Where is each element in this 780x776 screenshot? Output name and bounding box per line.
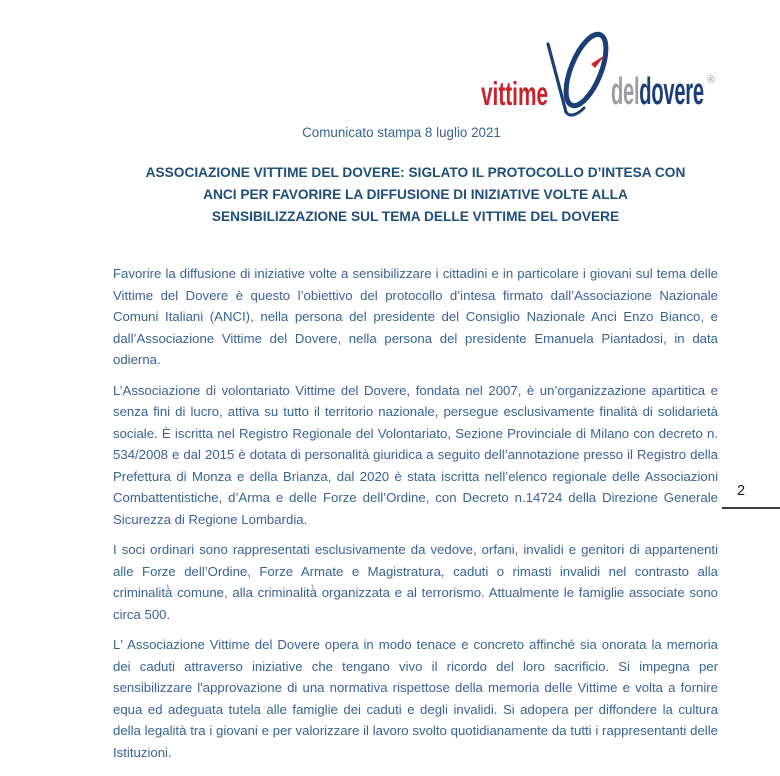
page-number-margin: 2: [737, 483, 746, 499]
body-paragraph: L’Associazione di volontariato Vittime del Dovere, fondata nel 2007, è un’organizzazione apartitica e senza fini di lucro, attiva su tutto il territorio nazionale, persegue esclusivamente finalità di solidarietà sociale. È iscritta nel Registro Regionale del Volontariato, Sezione Provinciale di Milano con decreto n. 534/2008 e dal 2015 è dotata di personalità giuridica a seguito dell’annotazione presso il Registro della Prefettura di Monza e della Brianza, dal 2020 è stata iscritta nell’elenco regionale delle Associazioni Combattentistiche, d’Arma e delle Forze dell’Ordine, con Decreto n.14724 della Direzione Generale Sicurezza di Regione Lombardia.: [113, 382, 718, 527]
page-number-rule: [722, 507, 780, 509]
body-paragraph: I soci ordinari sono rappresentati esclusivamente da vedove, orfani, invalidi e genitori di appartenenti alle Forze dell’Ordine, Forze Armate e Magistratura, caduti o rimasti invalidi nel contrasto alla criminalità̀ comune, alla criminalità̀ organizzata e al terrorismo. Attualmente le famiglie associate sono circa 500.: [113, 542, 718, 622]
title-line: ANCI PER FAVORIRE LA DIFFUSIONE DI INIZIATIVE VOLTE ALLA: [203, 187, 628, 202]
body-paragraph: Favorire la diffusione di iniziative volte a sensibilizzare i cittadini e in particolare i giovani sul tema delle Vittime del Dovere è questo l’obiettivo del protocollo d’intesa firmato dall’Associazione Nazionale Comuni Italiani (ANCI), nella persona del presidente del Consiglio Nazionale Anci Enzo Bianco, e dall’Associazione Vittime del Dovere, nella persona del presidente Emanuela Piantadosi, in data odierna.: [113, 266, 718, 367]
logo-dovere-text: dovere: [639, 71, 704, 113]
title-line: ASSOCIAZIONE VITTIME DEL DOVERE: SIGLATO IL PROTOCOLLO D’INTESA CON: [145, 165, 686, 180]
logo-del-text: del: [611, 71, 640, 113]
brand-logo: [481, 34, 727, 116]
body-text-column: [113, 263, 718, 772]
press-release-dateline: Comunicato stampa 8 luglio 2021: [302, 125, 501, 140]
body-paragraph: L' Associazione Vittime del Dovere opera in modo tenace e concreto affinché sia onorata la memoria dei caduti attraverso iniziative che tengano vivo il ricordo del loro sacrificio. Si impegna per sensibilizzare l'approvazione di una normativa rispettose della memoria delle Vittime e volta a fornire equa ed adeguata tutela alle famiglie dei caduti e degli invalidi. Si adopera per diffondere la cultura della legalità tra i giovani e per valorizzare il lavoro svolto quotidianamente da tutti i rappresentanti delle Istituzioni.: [113, 637, 718, 760]
registered-mark: ®: [707, 74, 716, 86]
press-release-title: [113, 162, 718, 228]
logo-v-swoosh-icon: [538, 28, 622, 120]
title-line: SENSIBILIZZAZIONE SUL TEMA DELLE VITTIME DEL DOVERE: [211, 209, 620, 224]
logo-vittime-text: vittime: [481, 75, 549, 112]
logo-deldovere-text: [611, 73, 704, 111]
